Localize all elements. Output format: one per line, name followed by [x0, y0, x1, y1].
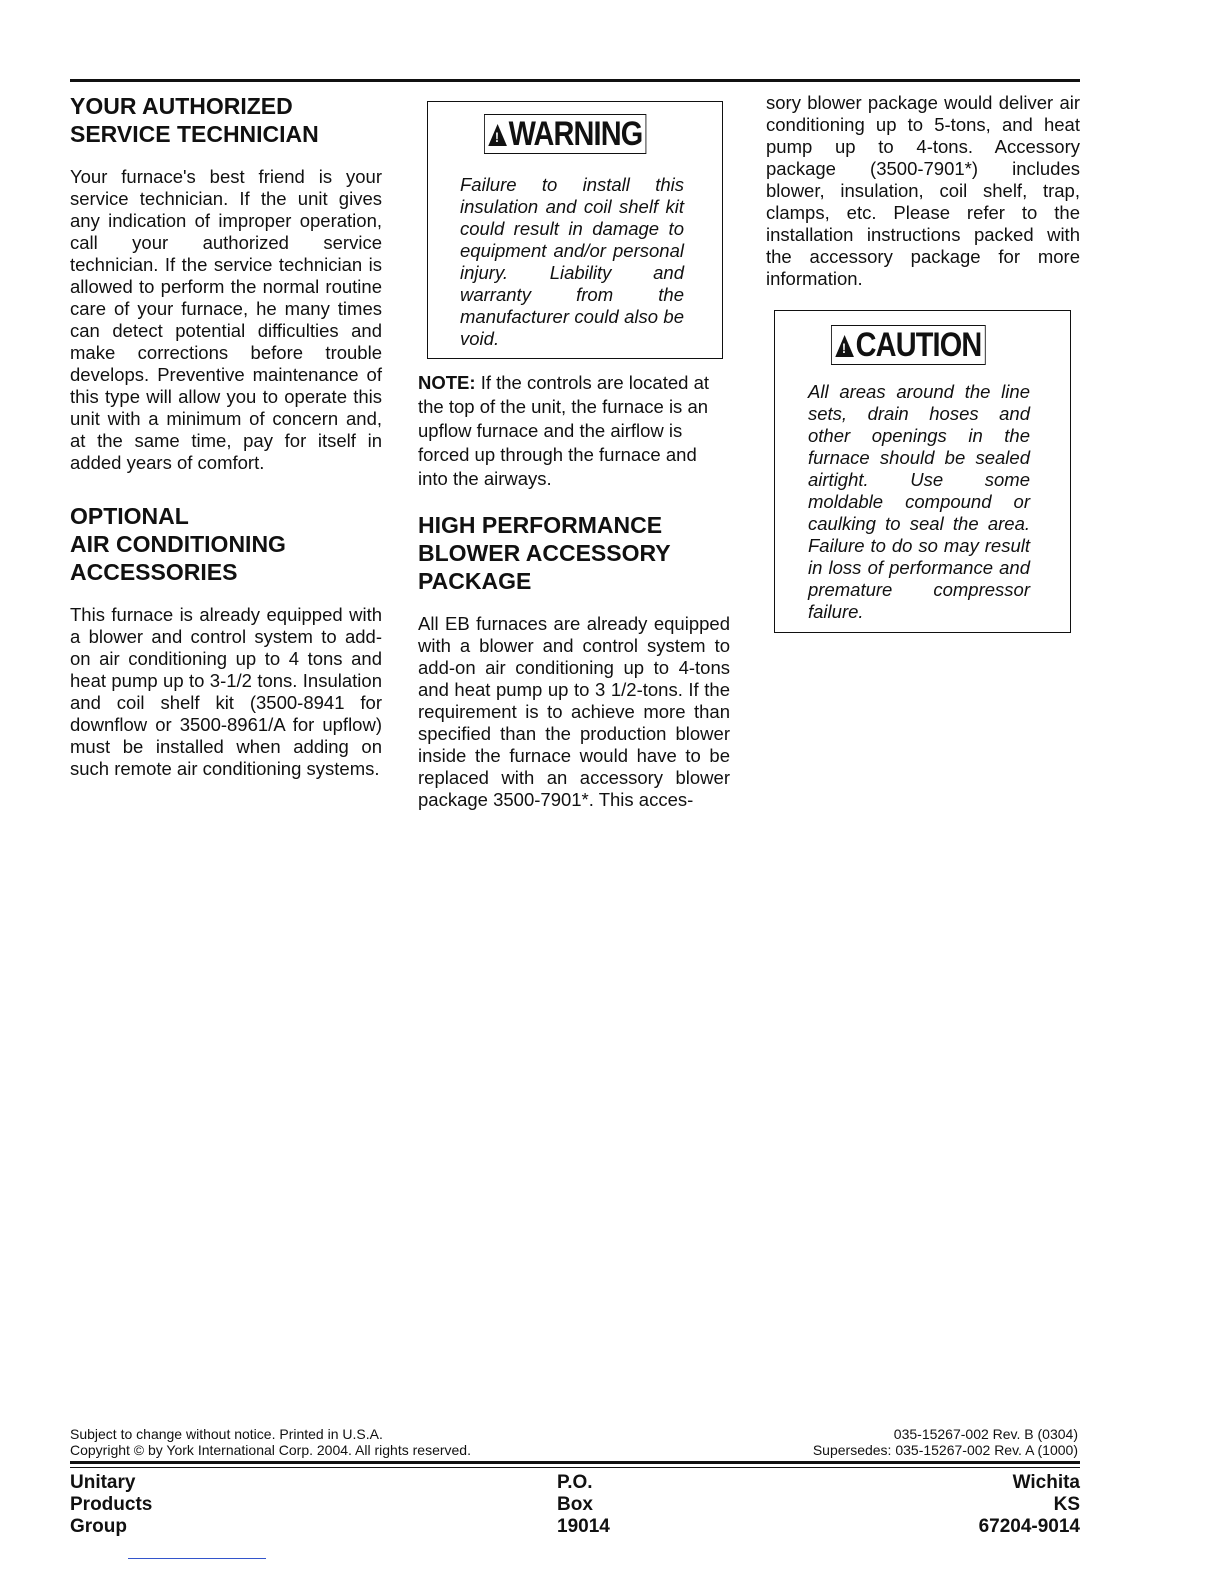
- warning-text: Failure to install this insulation and coil shelf kit could result in damage to equipment and/or personal injury. Liability and warranty from the manufacturer could also be void.: [460, 174, 684, 349]
- footer-organization: Unitary Products Group: [70, 1472, 153, 1537]
- footer-city: Wichita KS 67204-9014: [978, 1472, 1080, 1537]
- footer-notice: Subject to change without notice. Printed in U.S.A. Copyright © by York International Corp. 2004. All rights reserved.: [70, 1426, 471, 1458]
- footer-rule-thin: [70, 1467, 1080, 1468]
- warning-triangle-icon: [488, 124, 507, 146]
- top-rule: [70, 79, 1080, 82]
- paragraph-blower-accessory: All EB furnaces are already equipped with a blower and control system to add-on air conditioning up to 4-tons and heat pump up to 3 1/2-tons. If the requirement is to achieve more than specified than the production blower inside the furnace would have to be replaced with an accessory blower package 3500-7901*. This acces-: [418, 613, 730, 810]
- column-middle: [418, 371, 730, 811]
- link-underline: [128, 1558, 266, 1559]
- caution-text: All areas around the line sets, drain hoses and other openings in the furnace should be sealed airtight. Use some moldable compound or caulking to seal the area. Failure to do so may result in loss of performance and premature compressor failure.: [808, 381, 1030, 622]
- warning-box: [427, 101, 723, 359]
- footer-revision: 035-15267-002 Rev. B (0304) Supersedes: 035-15267-002 Rev. A (1000): [812, 1426, 1078, 1458]
- heading-high-performance: HIGH PERFORMANCE BLOWER ACCESSORY PACKAGE: [418, 512, 671, 594]
- column-right: [766, 92, 1080, 290]
- heading-optional-ac: OPTIONAL AIR CONDITIONING ACCESSORIES: [70, 503, 286, 585]
- caution-box: [774, 310, 1071, 633]
- paragraph-optional-ac: This furnace is already equipped with a blower and control system to add-on air conditioning up to 4 tons and heat pump up to 3-1/2 tons. Insulation and coil shelf kit (3500-8941 for downflow or 3500-8961/A for upflow) must be installed when adding on such remote air conditioning systems.: [70, 604, 382, 779]
- caution-sign: !CAUTION: [831, 325, 1013, 365]
- column-left: [70, 92, 382, 780]
- heading-authorized-service: YOUR AUTHORIZED SERVICE TECHNICIAN: [70, 93, 319, 147]
- paragraph-service-technician: Your furnace's best friend is your service technician. If the unit gives any indication of improper operation, call your authorized service technician. If the service technician is allowed to perform the normal routine care of your furnace, he many times can detect potential difficulties and make corrections before trouble develops. Preventive maintenance of this type will allow you to operate this unit with a minimum of concern and, at the same time, pay for itself in added years of comfort.: [70, 166, 382, 473]
- footer-po-box: P.O. Box 19014: [557, 1472, 610, 1537]
- warning-sign: !WARNING: [484, 114, 675, 154]
- footer-rule-thick: [70, 1461, 1080, 1464]
- paragraph-accessory-continued: sory blower package would deliver air conditioning up to 5-tons, and heat pump up to 4-tons. Accessory package (3500-7901*) includes blower, insulation, coil shelf, trap, clamps, etc. Please refer to the installation instructions packed with the accessory package for more information.: [766, 92, 1080, 289]
- caution-triangle-icon: [835, 335, 854, 357]
- note-paragraph: NOTE: If the controls are located at the top of the unit, the furnace is an upflow furnace and the airflow is forced up through the furnace and into the airways.: [418, 372, 709, 489]
